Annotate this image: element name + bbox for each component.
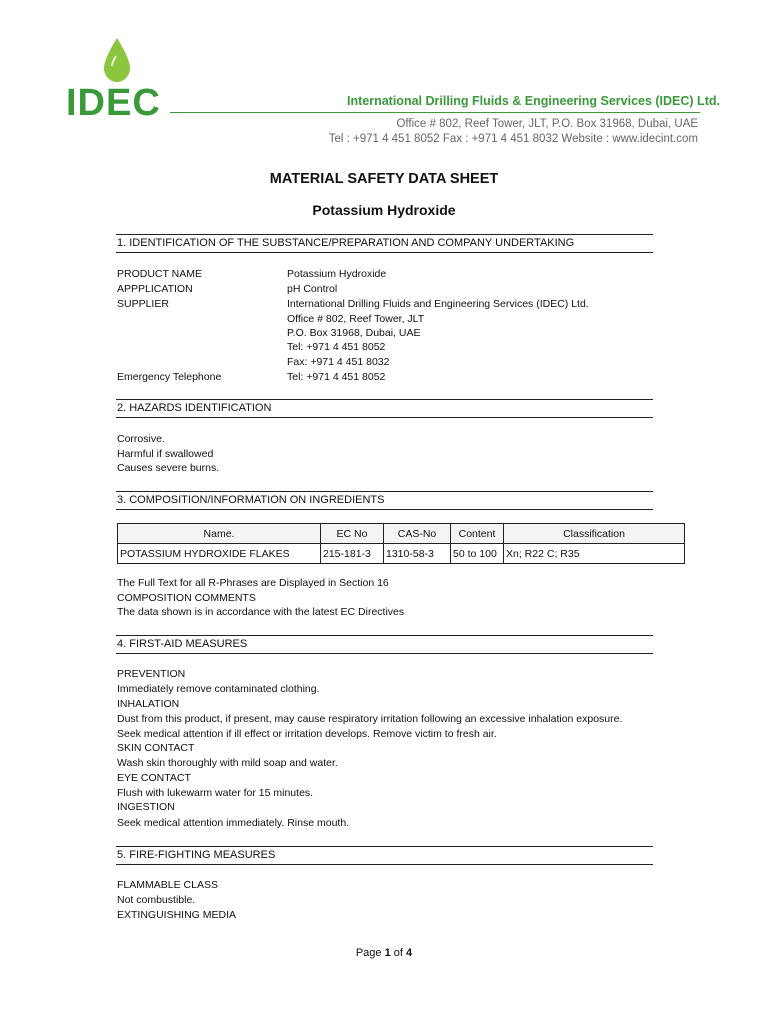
company-address: Office # 802, Reef Tower, JLT, P.O. Box 31968, Dubai, UAE [396,118,698,130]
page-number [0,947,768,959]
first-aid-line: Seek medical attention immediately. Rinse mouth. [117,817,350,829]
letterhead [0,0,768,165]
page-prefix: Page [355,947,385,959]
column-header: Content [451,524,504,544]
first-aid-line: PREVENTION [117,668,186,680]
table-cell: 215-181-3 [321,544,384,564]
first-aid-line: Dust from this product, if present, may cause respiratory irritation following an excessive inhalation exposure. [117,713,623,725]
first-aid-line: SKIN CONTACT [117,742,195,754]
current-page: 1 [384,947,391,959]
idec-logo [66,38,166,124]
supplier-line: International Drilling Fluids and Engineering Services (IDEC) Ltd. [287,298,589,310]
first-aid-line: EYE CONTACT [117,772,191,784]
column-header: Classification [504,524,685,544]
logo-text: IDEC [66,82,161,124]
document-title: MATERIAL SAFETY DATA SHEET [269,171,499,187]
total-pages: 4 [406,947,413,959]
product-name-value: Potassium Hydroxide [287,268,387,280]
composition-note: COMPOSITION COMMENTS [117,592,256,604]
page-of: of [390,947,407,959]
fire-fighting-line: EXTINGUISHING MEDIA [117,909,237,921]
section-4-heading: 4. FIRST-AID MEASURES [116,635,653,654]
company-contact: Tel : +971 4 451 8052 Fax : +971 4 451 8032 Website : www.idecint.com [328,133,698,145]
column-header: Name. [118,524,321,544]
supplier-line: Tel: +971 4 451 8052 [287,341,386,353]
table-cell: Xn; R22 C; R35 [504,544,685,564]
first-aid-line: Immediately remove contaminated clothing. [117,683,320,695]
first-aid-line: Flush with lukewarm water for 15 minutes. [117,787,314,799]
supplier-label: SUPPLIER [117,298,169,310]
emergency-value: Tel: +971 4 451 8052 [287,371,386,383]
section-3-heading: 3. COMPOSITION/INFORMATION ON INGREDIENTS [116,491,653,510]
composition-note: The data shown is in accordance with the latest EC Directives [117,606,405,618]
first-aid-line: Seek medical attention if ill effect or irritation develops. Remove victim to fresh air. [117,728,497,740]
composition-note: The Full Text for all R-Phrases are Displayed in Section 16 [117,577,389,589]
supplier-line: P.O. Box 31968, Dubai, UAE [287,327,421,339]
hazard-line: Causes severe burns. [117,462,220,474]
supplier-line: Office # 802, Reef Tower, JLT [287,313,425,325]
table-cell: 50 to 100 [451,544,504,564]
section-2-heading: 2. HAZARDS IDENTIFICATION [116,399,653,418]
product-name-label: PRODUCT NAME [117,268,202,280]
document-subtitle: Potassium Hydroxide [312,202,456,218]
company-name: International Drilling Fluids & Engineering Services (IDEC) Ltd. [347,94,720,108]
oil-drop-icon [104,38,130,82]
fire-fighting-line: Not combustible. [117,894,196,906]
hazard-line: Harmful if swallowed [117,448,214,460]
composition-table [117,523,685,564]
emergency-label: Emergency Telephone [117,371,222,383]
first-aid-line: Wash skin thoroughly with mild soap and water. [117,757,338,769]
section-1-heading: 1. IDENTIFICATION OF THE SUBSTANCE/PREPARATION AND COMPANY UNDERTAKING [116,234,653,253]
first-aid-line: INGESTION [117,801,175,813]
column-header: CAS-No [384,524,451,544]
application-value: pH Control [287,283,338,295]
fire-fighting-line: FLAMMABLE CLASS [117,879,218,891]
header-divider [170,112,700,113]
application-label: APPPLICATION [117,283,193,295]
table-cell: POTASSIUM HYDROXIDE FLAKES [118,544,321,564]
supplier-line: Fax: +971 4 451 8032 [287,356,390,368]
table-row [118,544,685,564]
table-cell: 1310-58-3 [384,544,451,564]
first-aid-line: INHALATION [117,698,180,710]
section-5-heading: 5. FIRE-FIGHTING MEASURES [116,846,653,865]
table-header-row [118,524,685,544]
hazard-line: Corrosive. [117,433,165,445]
column-header: EC No [321,524,384,544]
